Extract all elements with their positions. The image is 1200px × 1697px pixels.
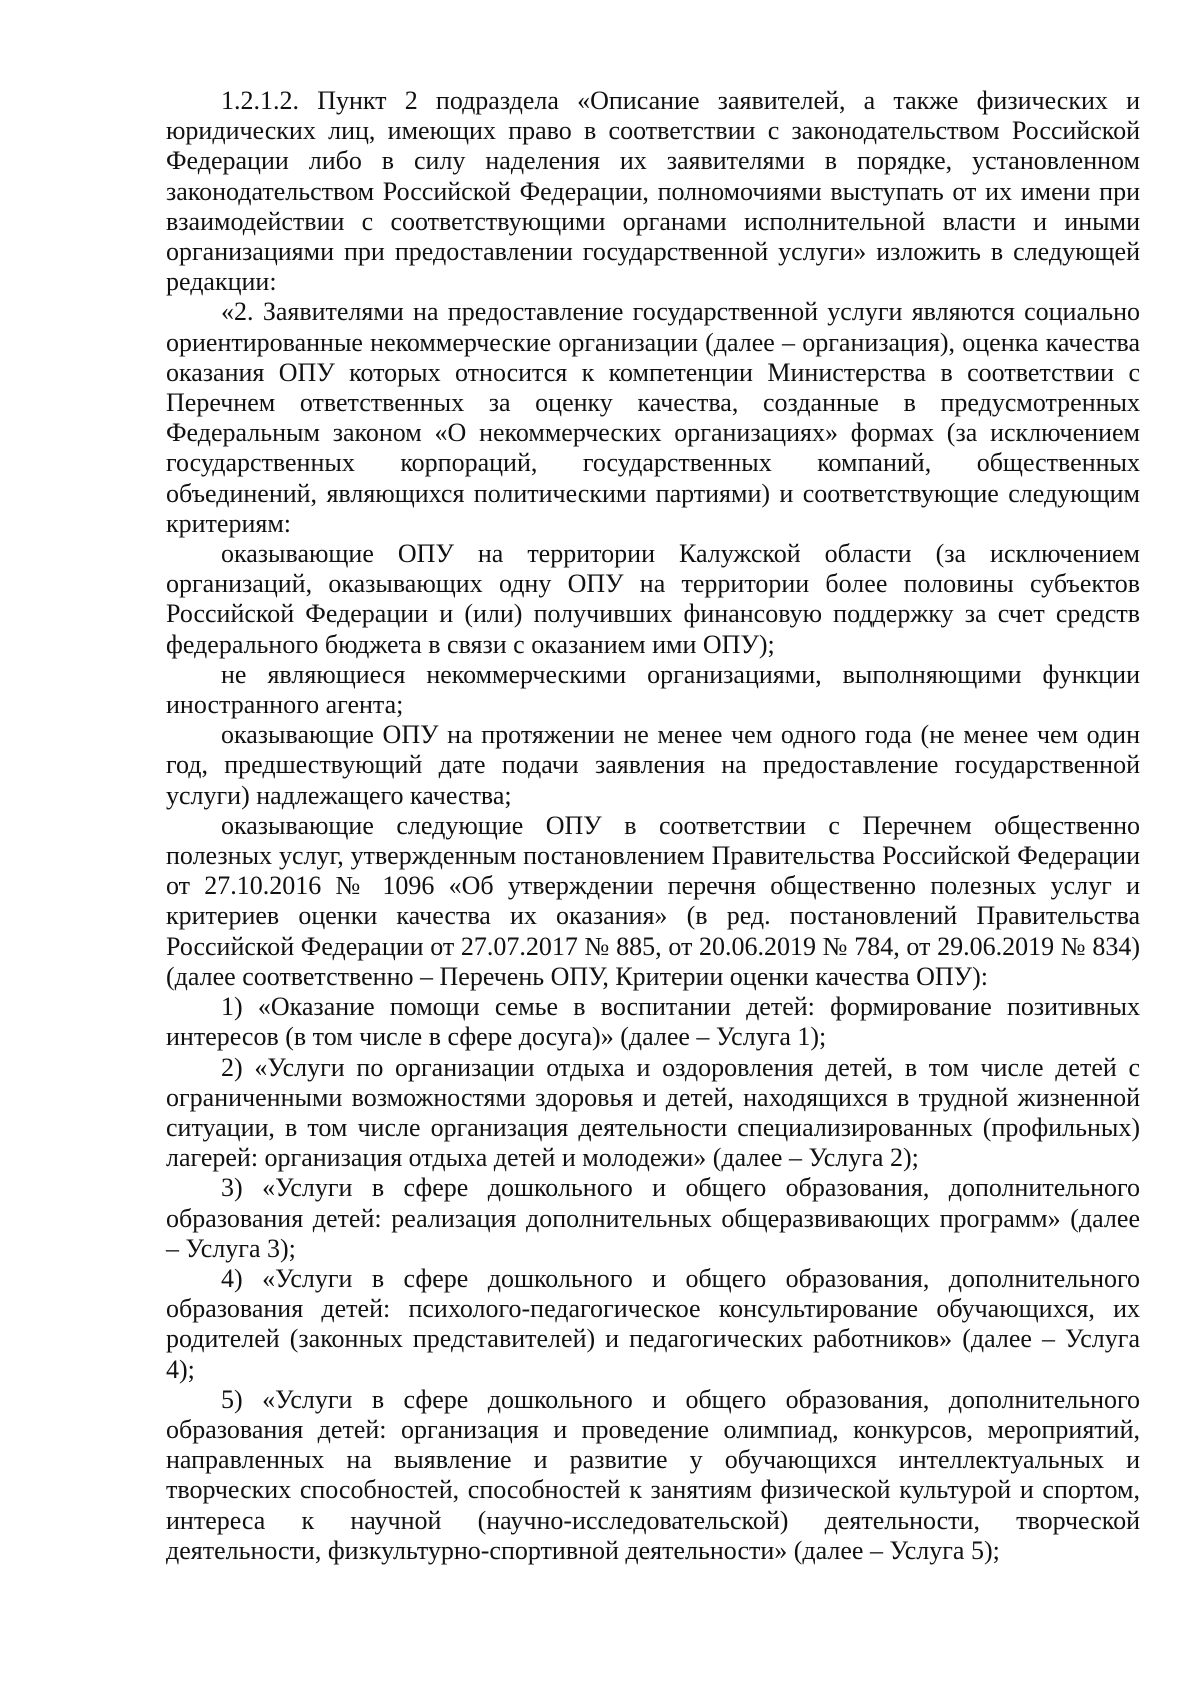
paragraph-applicants-definition: «2. Заявителями на предоставление государственной услуги являются социально ориентированные некоммерческие организации (далее – организация), оценка качества оказания ОПУ которых относится к компетенции Министерства в соответствии с Перечнем ответственных за оценку качества, созданные в предусмотренных Федеральным законом «О некоммерческих организациях» формах (за исключением государственных корпораций, государственных компаний, общественных объединений, являющихся политическими партиями) и соответствующие следующим критериям: [166,297,1140,538]
paragraph-service-1: 1) «Оказание помощи семье в воспитании детей: формирование позитивных интересов (в том числе в сфере досуга)» (далее – Услуга 1); [166,992,1140,1052]
document-page [166,86,1140,1566]
paragraph-criterion-duration: оказывающие ОПУ на протяжении не менее чем одного года (не менее чем один год, предшествующий дате подачи заявления на предоставление государственной услуги) надлежащего качества; [166,720,1140,810]
paragraph-service-5: 5) «Услуги в сфере дошкольного и общего образования, дополнительного образования детей: организация и проведение олимпиад, конкурсов, мероприятий, направленных на выявление и развитие у обучающихся интеллектуальных и творческих способностей, способностей к занятиям физической культурой и спортом, интереса к научной (научно-исследовательской) деятельности, творческой деятельности, физкультурно-спортивной деятельности» (далее – Услуга 5); [166,1384,1140,1565]
paragraph-criterion-services-list: оказывающие следующие ОПУ в соответствии с Перечнем общественно полезных услуг, утвержденным постановлением Правительства Российской Федерации от 27.10.2016 № 1096 «Об утверждении перечня общественно полезных услуг и критериев оценки качества их оказания» (в ред. постановлений Правительства Российской Федерации от 27.07.2017 № 885, от 20.06.2019 № 784, от 29.06.2019 № 834) (далее соответственно – Перечень ОПУ, Критерии оценки качества ОПУ): [166,810,1140,991]
paragraph-service-4: 4) «Услуги в сфере дошкольного и общего образования, дополнительного образования детей: психолого-педагогическое консультирование обучающихся, их родителей (законных представителей) и педагогических работников» (далее – Услуга 4); [166,1263,1140,1384]
paragraph-service-2: 2) «Услуги по организации отдыха и оздоровления детей, в том числе детей с ограниченными возможностями здоровья и детей, находящихся в трудной жизненной ситуации, в том числе организация деятельности специализированных (профильных) лагерей: организация отдыха детей и молодежи» (далее – Услуга 2); [166,1052,1140,1173]
paragraph-amendment-intro: 1.2.1.2. Пункт 2 подраздела «Описание заявителей, а также физических и юридических лиц, имеющих право в соответствии с законодательством Российской Федерации либо в силу наделения их заявителями в порядке, установленном законодательством Российской Федерации, полномочиями выступать от их имени при взаимодействии с соответствующими органами исполнительной власти и иными организациями при предоставлении государственной услуги» изложить в следующей редакции: [166,86,1140,297]
paragraph-service-3: 3) «Услуги в сфере дошкольного и общего образования, дополнительного образования детей: реализация дополнительных общеразвивающих программ» (далее – Услуга 3); [166,1173,1140,1263]
paragraph-criterion-territory: оказывающие ОПУ на территории Калужской области (за исключением организаций, оказывающих одну ОПУ на территории более половины субъектов Российской Федерации и (или) получивших финансовую поддержку за счет средств федерального бюджета в связи с оказанием ими ОПУ); [166,539,1140,659]
paragraph-criterion-foreign-agent: не являющиеся некоммерческими организациями, выполняющими функции иностранного агента; [166,659,1140,720]
